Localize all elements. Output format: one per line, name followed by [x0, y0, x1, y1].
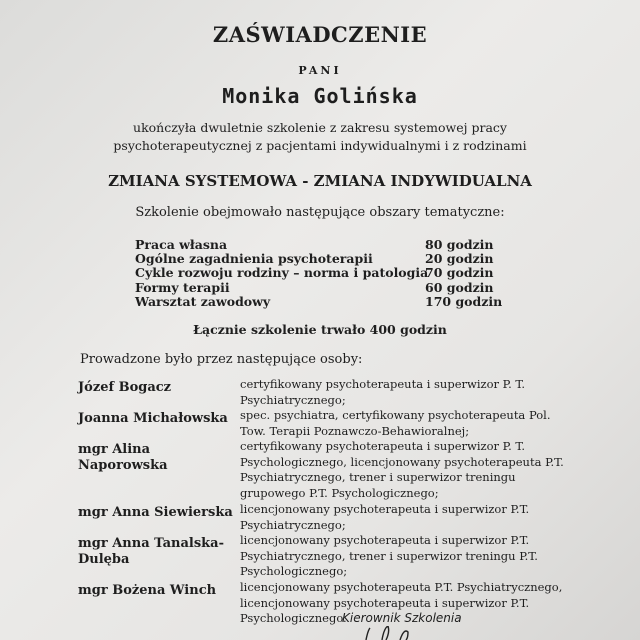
led-by-heading: Prowadzone było przez następujące osoby:: [80, 352, 363, 367]
topic-row: [135, 237, 505, 252]
person-description: licencjonowany psychoterapeuta P.T. Psychiatrycznego, licencjonowany psychoterapeuta i superwizor P.T. Psychologicznego.: [240, 580, 563, 625]
topic-label: Formy terapii: [135, 280, 230, 295]
person-name: Joanna Michałowska: [78, 411, 228, 426]
signature-label: Kierownik Szkolenia: [342, 611, 462, 625]
person-name: mgr Anna Siewierska: [78, 505, 233, 520]
topic-hours: 70 godzin: [425, 265, 494, 280]
person-name: mgr Anna Tanalska-Dulęba: [78, 536, 224, 567]
intro-text: [0, 119, 640, 155]
person-description: licencjonowany psychoterapeuta i superwizor P.T. Psychiatrycznego, trener i superwizor treningu P.T. Psychologicznego;: [240, 533, 538, 578]
topic-label: Praca własna: [135, 237, 228, 252]
topic-row: [135, 265, 505, 280]
recipient-name: Monika Golińska: [222, 84, 418, 108]
person-name: mgr Alina Naporowska: [78, 442, 168, 473]
program-title: ZMIANA SYSTEMOWA - ZMIANA INDYWIDUALNA: [108, 172, 532, 190]
topic-row: [135, 280, 505, 295]
topic-label: Ogólne zagadnienia psychoterapii: [135, 251, 373, 266]
person-description: licencjonowany psychoterapeuta i superwizor P.T. Psychiatrycznego;: [240, 502, 530, 532]
areas-heading: Szkolenie obejmowało następujące obszary tematyczne:: [135, 205, 505, 220]
person-description: certyfikowany psychoterapeuta i superwizor P. T. Psychiatrycznego;: [240, 377, 526, 407]
topic-hours: 80 godzin: [425, 237, 494, 252]
person-name: Józef Bogacz: [78, 380, 172, 395]
person-name: mgr Bożena Winch: [78, 583, 217, 598]
salutation: PANI: [298, 64, 342, 77]
intro-line: psychoterapeutycznej z pacjentami indywidualnymi i z rodzinami: [113, 138, 527, 153]
certificate-title: ZAŚWIADCZENIE: [212, 22, 428, 47]
person-description: spec. psychiatra, certyfikowany psychoterapeuta Pol. Tow. Terapii Poznawczo-Behawioralnej;: [240, 408, 551, 438]
intro-line: ukończyła dwuletnie szkolenie z zakresu systemowej pracy: [133, 120, 507, 135]
person-description: certyfikowany psychoterapeuta i superwizor P. T. Psychologicznego, licencjonowany psychoterapeuta P.T. Psychiatrycznego, trener i superwizor treningu grupowego P.T. Psychologicznego;: [240, 439, 564, 500]
signature-mark: [360, 626, 440, 640]
topic-label: Warsztat zawodowy: [135, 294, 271, 309]
topic-row: [135, 294, 505, 309]
topic-label: Cykle rozwoju rodziny – norma i patologia: [135, 265, 429, 280]
topic-row: [135, 251, 505, 266]
topic-hours: 60 godzin: [425, 280, 494, 295]
total-hours: Łącznie szkolenie trwało 400 godzin: [193, 322, 447, 337]
topic-hours: 170 godzin: [425, 294, 503, 309]
topic-hours: 20 godzin: [425, 251, 494, 266]
